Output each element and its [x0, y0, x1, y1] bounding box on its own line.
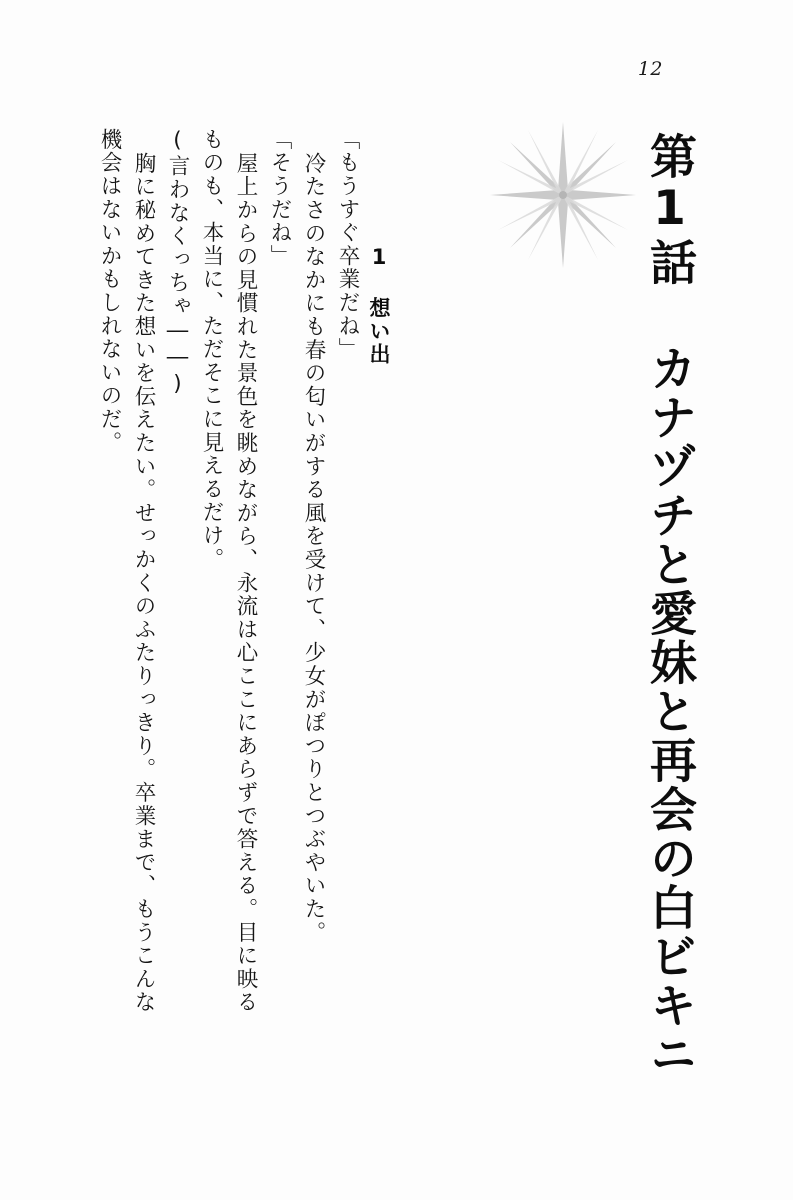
body-column: 冷たさのなかにも春の匂いがする風を受けて、少女がぽつりとつぶやいた。 — [301, 152, 326, 945]
body-column: (言わなくっちゃ――) — [165, 128, 190, 399]
body-column: 胸に秘めてきた想いを伝えたい。せっかくのふたりっきり。卒業まで、もうこんな — [131, 152, 156, 1015]
starburst-ornament — [488, 120, 638, 270]
body-column: ものも、本当に、ただそこに見えるだけ。 — [199, 128, 224, 571]
section-title — [368, 245, 389, 366]
body-column: 屋上からの見慣れた景色を眺めながら、永流は心ここにあらずで答える。目に映る — [233, 152, 258, 1015]
section-title-text: 1 想い出 — [367, 245, 391, 366]
body-column: 機会はないかもしれないのだ。 — [97, 128, 122, 455]
chapter-heading-text: 第1話 カナヅチと愛妹と再会の白ビキニ — [642, 132, 697, 1079]
page-number: 12 — [637, 58, 663, 80]
body-column: 「そうだね」 — [267, 128, 292, 268]
chapter-heading — [642, 132, 697, 1079]
body-column: 「もうすぐ卒業だね」 — [335, 128, 360, 361]
